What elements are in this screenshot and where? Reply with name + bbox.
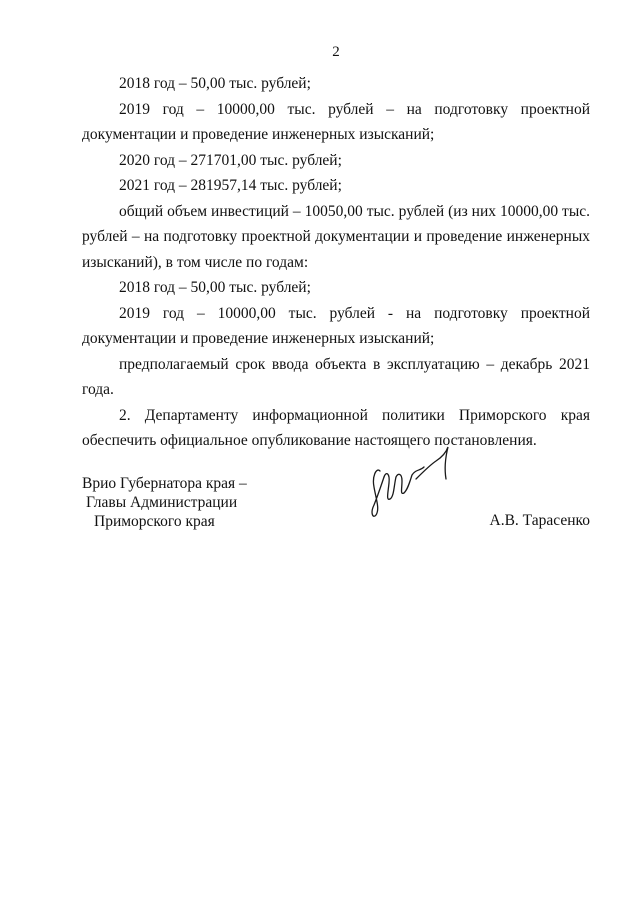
paragraph-2019-investment: 2019 год – 10000,00 тыс. рублей - на подготовку проектной документации и проведение инженерных изысканий; <box>82 304 590 347</box>
paragraph-commissioning-date: предполагаемый срок ввода объекта в эксплуатацию – декабрь 2021 года. <box>82 355 590 398</box>
paragraph-2021-cost: 2021 год – 281957,14 тыс. рублей; <box>119 177 342 194</box>
page-number: 2 <box>332 44 340 60</box>
signatory-position-line: Приморского края <box>94 513 215 530</box>
paragraph-2020-cost: 2020 год – 271701,00 тыс. рублей; <box>119 151 342 169</box>
signatory-position <box>82 474 247 531</box>
handwritten-signature <box>364 437 454 519</box>
paragraph-2019-cost: 2019 год – 10000,00 тыс. рублей – на подготовку проектной документации и проведение инженерных изысканий; <box>82 100 590 143</box>
paragraph-total-investment: общий объем инвестиций – 10050,00 тыс. рублей (из них 10000,00 тыс. рублей – на подготовку проектной документации и проведение инженерных изысканий), в том числе по годам: <box>82 202 590 271</box>
paragraph-2018-investment: 2018 год – 50,00 тыс. рублей; <box>119 279 311 296</box>
paragraph-publication-order: 2. Департаменту информационной политики Приморского края обеспечить официальное опубликование настоящего постановления. <box>82 406 590 449</box>
signatory-name: А.В. Тарасенко <box>489 512 590 529</box>
document-body <box>82 71 590 454</box>
signatory-position-line: Врио Губернатора края – <box>82 475 247 492</box>
signatory-position-line: Главы Администрации <box>86 494 238 511</box>
paragraph-2018-cost: 2018 год – 50,00 тыс. рублей; <box>119 75 311 92</box>
